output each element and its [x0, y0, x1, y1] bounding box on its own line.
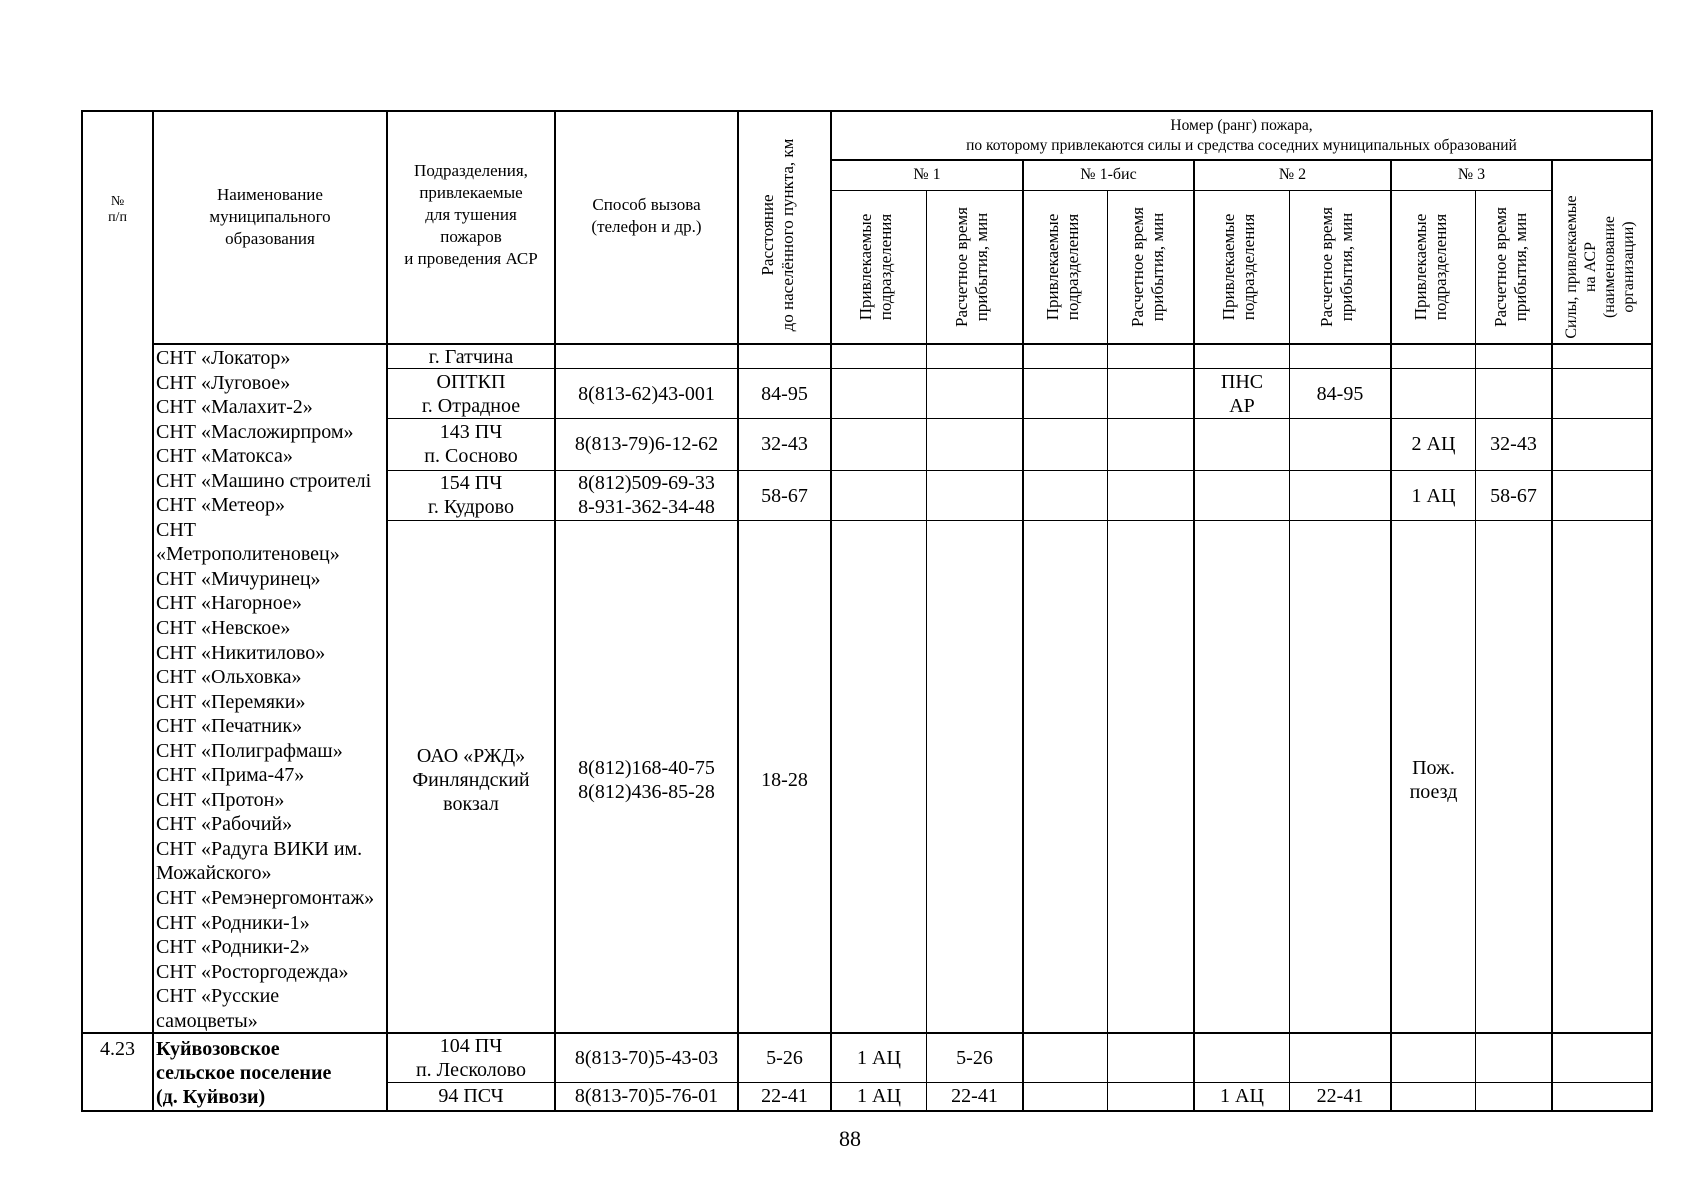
- page-number: 88: [839, 1126, 861, 1151]
- row3-call: 8(813-79)6-12-62: [574, 433, 719, 455]
- row7-rank1-units: 1 АЦ: [857, 1085, 901, 1107]
- row7-call: 8(813-70)5-76-01: [574, 1085, 719, 1107]
- header-rank2-time: Расчетное время прибытия, мин: [1317, 207, 1356, 327]
- row4-rank3-units: 1 АЦ: [1411, 485, 1456, 507]
- header-rank2-units: Привлекаемые подразделения: [1219, 213, 1258, 321]
- row7-rank2-units: 1 АЦ: [1220, 1085, 1264, 1107]
- header-rank3-time: Расчетное время прибытия, мин: [1491, 207, 1530, 327]
- row6-distance: 5-26: [766, 1047, 803, 1069]
- row3-unit: 143 ПЧ п. Сосново: [424, 421, 518, 467]
- row3-rank3-time: 32-43: [1490, 433, 1537, 455]
- row6-rank1-time: 5-26: [956, 1047, 993, 1069]
- header-rank1bis-units: Привлекаемые подразделения: [1043, 213, 1082, 321]
- row2-distance: 84-95: [761, 383, 808, 405]
- header-rank-1: № 1: [913, 166, 941, 183]
- header-municipality-name: Наименование муниципального образования: [209, 185, 331, 248]
- row2-rank2-units: ПНС АР: [1220, 371, 1264, 417]
- row2-call: 8(813-62)43-001: [578, 383, 715, 405]
- header-rank-title: Номер (ранг) пожара, по которому привлекаются силы и средства соседних муниципальных образований: [966, 117, 1517, 154]
- header-units: Подразделения, привлекаемые для тушения пожаров и проведения АСР: [404, 161, 538, 268]
- row1-unit: г. Гатчина: [428, 346, 514, 368]
- row5-rank3-units: Пож. поезд: [1409, 757, 1458, 803]
- row4-distance: 58-67: [761, 485, 808, 507]
- row4-unit: 154 ПЧ г. Кудрово: [427, 472, 514, 518]
- header-rank-3: № 3: [1457, 166, 1486, 183]
- row5-call: 8(812)168-40-75 8(812)436-85-28: [578, 757, 715, 803]
- row7-rank2-time: 22-41: [1316, 1085, 1364, 1107]
- header-rank-1-bis: № 1-бис: [1080, 166, 1137, 183]
- row3-distance: 32-43: [761, 433, 808, 455]
- row5-unit: ОАО «РЖД» Финляндский вокзал: [412, 745, 530, 815]
- row2-rank2-time: 84-95: [1316, 383, 1364, 405]
- row3-rank3-units: 2 АЦ: [1411, 433, 1456, 455]
- header-asr-forces: Силы, привлекаемые на АСР (наименование организации): [1563, 195, 1637, 339]
- header-rank1-time: Расчетное время прибытия, мин: [952, 207, 991, 327]
- header-rank1bis-time: Расчетное время прибытия, мин: [1128, 207, 1167, 327]
- header-distance: Расстояние до населённого пункта, км: [758, 138, 797, 332]
- header-number: № п/п: [108, 194, 127, 225]
- row7-unit: 94 ПСЧ: [438, 1085, 504, 1107]
- header-call-method: Способ вызова (телефон и др.): [591, 195, 702, 236]
- row7-distance: 22-41: [761, 1085, 808, 1107]
- row6-rank1-units: 1 АЦ: [857, 1047, 901, 1069]
- row4-rank3-time: 58-67: [1490, 485, 1537, 507]
- header-rank-2: № 2: [1278, 166, 1307, 183]
- row6-unit: 104 ПЧ п. Лесколово: [415, 1035, 527, 1081]
- row2-unit: ОПТКП г. Отрадное: [421, 371, 521, 417]
- row7-rank1-time: 22-41: [951, 1085, 998, 1107]
- row5-distance: 18-28: [761, 769, 808, 791]
- row6-call: 8(813-70)5-43-03: [574, 1047, 719, 1069]
- header-rank1-units: Привлекаемые подразделения: [856, 213, 895, 321]
- row6-number: 4.23: [100, 1038, 135, 1060]
- row6-municipality-name: Куйвозовское сельское поселение (д. Куйвози): [156, 1038, 332, 1108]
- snt-names-list: СНТ «Локатор» СНТ «Луговое» СНТ «Малахит-2» СНТ «Масложирпром» СНТ «Матокса» СНТ «Машино строителі СНТ «Метеор» СНТ «Метрополитеновец» СНТ «Мичуринец» СНТ «Нагорное» СНТ «Невское» СНТ «Никитилово» СНТ «Ольховка» СНТ «Перемяки» СНТ «Печатник» СНТ «Полиграфмаш» СНТ «Прима-47» СНТ «Протон» СНТ «Рабочий» СНТ «Радуга ВИКИ им. Можайского» СНТ «Ремэнергомонтаж» СНТ «Родники-1» СНТ «Родники-2» СНТ «Росторгодежда» СНТ «Русские самоцветы»: [156, 347, 375, 1032]
- header-rank3-units: Привлекаемые подразделения: [1411, 213, 1450, 321]
- row4-call: 8(812)509-69-33 8-931-362-34-48: [578, 472, 715, 518]
